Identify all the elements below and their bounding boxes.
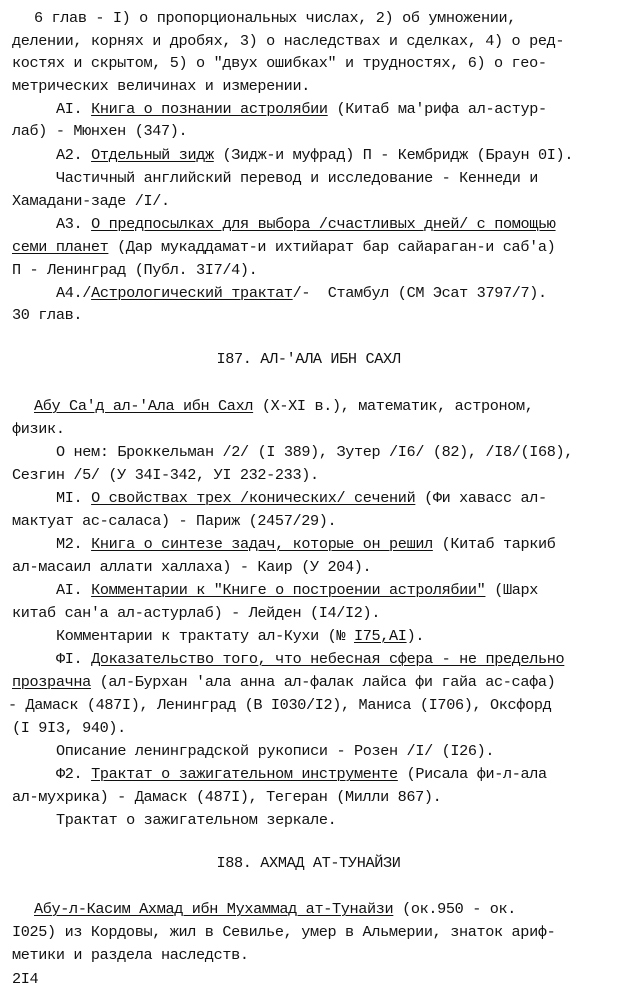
entry-code: М2.: [56, 535, 92, 553]
text-line: П - Ленинград (Публ. 3I7/4).: [12, 261, 258, 279]
text-line: Хамадани-заде /I/.: [12, 192, 170, 210]
entry-text: (Китаб таркиб: [432, 535, 556, 553]
text-line: [12, 510, 336, 532]
entry-f2: [56, 763, 547, 785]
entry-text: (Дар мукаддамат-и ихтийарат бар сайараган-и саб'а): [108, 238, 556, 256]
text-line: О нем: Броккельман /2/ (I 389), Зутер /I6/ (82), /I8/(I68),: [56, 443, 574, 461]
entry-m2: [56, 533, 556, 555]
entry-m1: [56, 487, 547, 509]
text-line: Сезгин /5/ (У 34I-342, УI 232-233).: [12, 466, 319, 484]
text-line: (I 9I3, 940).: [12, 719, 126, 737]
text-line: I025) из Кордовы, жил в Севилье, умер в Альмерии, знаток ариф-: [12, 923, 556, 941]
work-title: Книга о синтезе задач, которые он решил: [91, 535, 433, 553]
text-line: [56, 625, 424, 647]
work-title: прозрачна: [12, 673, 91, 691]
entry-text: мактуат ас-саласа: [12, 512, 161, 530]
entry-text: Комментарии к трактату ал-Кухи (№: [56, 627, 354, 645]
entry-code: МI.: [56, 489, 92, 507]
text-line: физик.: [12, 420, 65, 438]
entry-code: A3.: [56, 215, 92, 233]
work-title: Комментарии к "Книге о построении астролябии": [91, 581, 486, 599]
author-name: Абу Са'д ал-'Ала ибн Сахл: [34, 397, 254, 415]
entry-text: (Шарх: [485, 581, 539, 599]
author-line: [34, 395, 534, 417]
section-heading: I88. АХМАД АТ-ТУНАЙЗИ: [216, 854, 401, 872]
entry-code: Ф2.: [56, 765, 92, 783]
entry-a3: [56, 213, 556, 235]
entry-text: ) - Париж (2457/29).: [161, 512, 337, 530]
entry-code: ФI.: [56, 650, 92, 668]
author-name: Абу-л-Касим Ахмад ибн Мухаммад ат-Тунайзи: [34, 900, 394, 918]
page-number: 2I4: [12, 970, 39, 988]
cross-reference: I75,AI: [353, 627, 407, 645]
work-title: Астрологический трактат: [91, 284, 293, 302]
work-title: семи планет: [12, 238, 109, 256]
entry-a1: [56, 98, 547, 120]
entry-text: (Рисала фи-л-ала: [397, 765, 547, 783]
work-title: Отдельный зидж: [91, 146, 214, 164]
entry-code: A2.: [56, 146, 92, 164]
text-line: 30 глав.: [12, 306, 83, 324]
text-line: [12, 236, 555, 258]
entry-text: /- Стамбул (СМ Эсат 3797/7).: [292, 284, 547, 302]
entry-text: (Китаб ма'рифа ал-астур-: [327, 100, 547, 118]
text-line: костях и скрытом, 5) о "двух ошибках" и трудностях, 6) о гео-: [12, 54, 547, 72]
work-title: Доказательство того, что небесная сфера - не предельно: [91, 650, 565, 668]
work-title: Книга о познании астролябии: [91, 100, 328, 118]
entry-a2: [56, 144, 573, 166]
entry-text: (Зидж-и муфрад) П - Кембридж (Браун 0I).: [213, 146, 574, 164]
text-line: Частичный английский перевод и исследование - Кеннеди и: [56, 169, 539, 187]
work-title: О свойствах трех /конических/ сечений: [91, 489, 416, 507]
text-line: ал-масаил аллати халлаха) - Каир (У 204).: [12, 558, 372, 576]
entry-a1-187: [56, 579, 538, 601]
text-line: лаб) - Мюнхен (347).: [12, 122, 188, 140]
entry-code: AI.: [56, 581, 92, 599]
section-heading: I87. АЛ-'АЛА ИБН САХЛ: [216, 350, 401, 368]
text-line: Трактат о зажигательном зеркале.: [56, 811, 337, 829]
work-title: Трактат о зажигательном инструменте: [91, 765, 398, 783]
work-title: О предпосылках для выбора /счастливых дней/ с помощью: [91, 215, 556, 233]
entry-code: A4./: [56, 284, 92, 302]
text-line: - Дамаск (487I), Ленинград (В I030/I2), Маниса (I706), Оксфорд: [8, 696, 552, 714]
entry-text: ).: [406, 627, 425, 645]
text-line: Описание ленинградской рукописи - Розен /I/ (I26).: [56, 742, 495, 760]
text-line: [12, 671, 555, 693]
text-line: делении, корнях и дробях, 3) о наследствах и сделках, 4) о ред-: [12, 32, 565, 50]
text-line: ал-мухрика) - Дамаск (487I), Тегеран (Милли 867).: [12, 788, 442, 806]
text-line: метрических величинах и измерении.: [12, 77, 310, 95]
entry-a4: [56, 282, 547, 304]
entry-text: (Фи хавасс ал-: [415, 489, 547, 507]
entry-code: AI.: [56, 100, 92, 118]
entry-text: (ок.950 - ок.: [393, 900, 517, 918]
entry-text: (X-XI в.), математик, астроном,: [253, 397, 534, 415]
entry-f1: [56, 648, 564, 670]
text-line: 6 глав - I) о пропорциональных числах, 2) об умножении,: [34, 9, 517, 27]
author-line: [34, 898, 516, 920]
text-line: китаб сан'а ал-астурлаб) - Лейден (I4/I2).: [12, 604, 381, 622]
text-line: метики и раздела наследств.: [12, 946, 249, 964]
entry-text: (ал-Бурхан 'ала анна ал-фалак лайса фи гайа ас-сафа): [90, 673, 556, 691]
